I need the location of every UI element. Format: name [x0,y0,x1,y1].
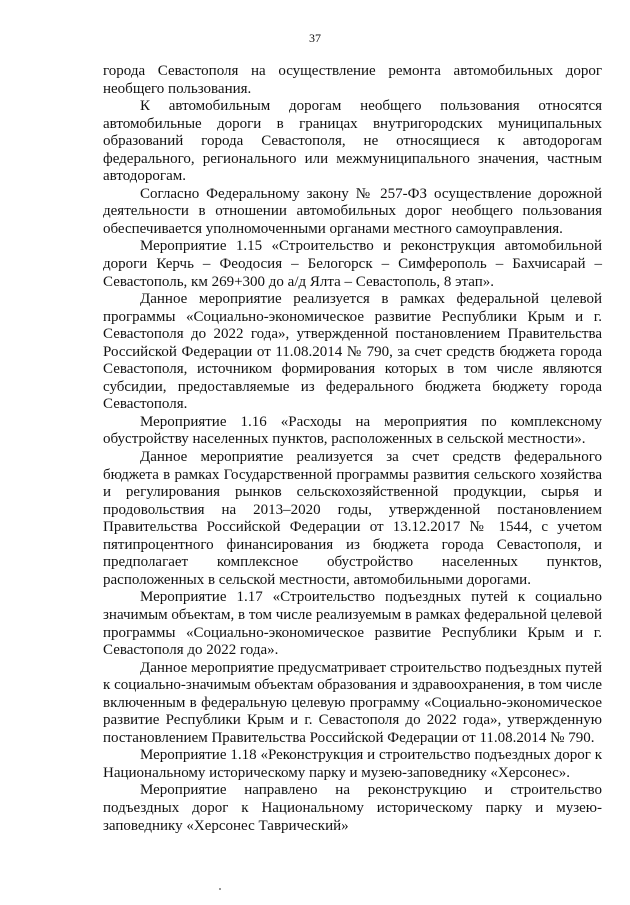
page-number: 37 [309,31,321,45]
paragraph-federal-law: Согласно Федеральному закону № 257-ФЗ осуществление дорожной деятельности в отношении автомобильных дорог необщего пользования обеспечивается уполномоченными органами местного самоуправления. [103,185,602,237]
paragraph-measure-1-17-description: Данное мероприятие предусматривает строительство подъездных путей к социально-значимым объектам образования и здравоохранения, в том числе включенным в федеральную целевую программу «Социально-экономическое развитие Республики Крым и г. Севастополя до 2022 года», утвержденную постановлением Правительства Российской Федерации от 11.08.2014 № 790. [103,659,602,746]
paragraph-definition-roads: К автомобильным дорогам необщего пользования относятся автомобильные дороги в границах внутригородских муниципальных образований города Севастополя, не относящиеся к автодорогам федерального, регионального или межмуниципального значения, частным автодорогам. [103,98,602,185]
scan-speck [219,888,221,890]
paragraph-measure-1-15: Мероприятие 1.15 «Строительство и реконструкция автомобильной дороги Керчь – Феодосия – Белогорск – Симферополь – Бахчисарай – Севастополь, км 269+300 до а/д Ялта – Севастополь, 8 этап». [103,238,602,290]
paragraph-measure-1-17: Мероприятие 1.17 «Строительство подъездных путей к социально значимым объектам, в том числе реализуемым в рамках федеральной целевой программы «Социально-экономическое развитие Республики Крым и г. Севастополя до 2022 года». [103,589,603,659]
paragraph-measure-1-15-description: Данное мероприятие реализуется в рамках федеральной целевой программы «Социально-экономическое развитие Республики Крым и г. Севастополя до 2022 года», утвержденной постановлением Правительства Российской Федерации от 11.08.2014 № 790, за счет средств бюджета города Севастополя, источником формирования которых в том числе являются субсидии, предоставляемые из федерального бюджета бюджету города Севастополя. [103,291,602,413]
paragraph-continuation: города Севастополя на осуществление ремонта автомобильных дорог необщего пользования. [103,63,602,97]
paragraph-measure-1-16: Мероприятие 1.16 «Расходы на мероприятия по комплексному обустройству населенных пунктов, расположенных в сельской местности». [103,413,602,448]
document-body [103,63,602,835]
paragraph-measure-1-16-description: Данное мероприятие реализуется за счет средств федерального бюджета в рамках Государственной программы развития сельского хозяйства и регулирования рынков сельскохозяйственной продукции, сырья и продовольствия на 2013–2020 годы, утвержденной постановлением Правительства Российской Федерации от 13.12.2017 № 1544, с учетом пятипроцентного финансирования из бюджета города Севастополя, и предполагает комплексное обустройство населенных пунктов, расположенных в сельской местности, автомобильными дорогами. [103,449,602,588]
paragraph-measure-1-18: Мероприятие 1.18 «Реконструкция и строительство подъездных дорог к Национальному историческому парку и музею-заповеднику «Херсонес». [103,747,602,781]
paragraph-measure-1-18-description: Мероприятие направлено на реконструкцию и строительство подъездных дорог к Национальному историческому парку и музею-заповеднику «Херсонес Таврический» [103,782,602,834]
